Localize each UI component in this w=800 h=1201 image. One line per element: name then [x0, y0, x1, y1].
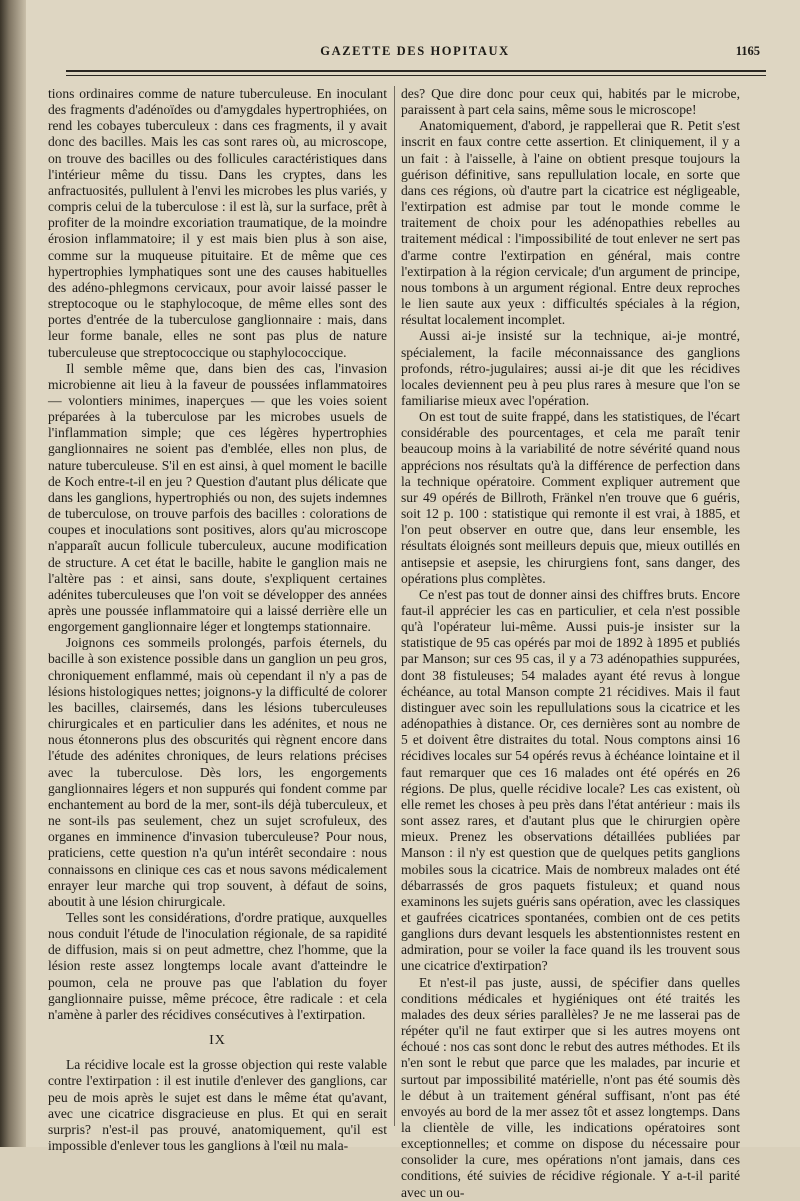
paragraph: La récidive locale est la grosse objection qui reste valable contre l'extirpation : il est inutile d'enlever des ganglions, car peu de mois après le sujet est dans le même état qu'avant, avec une cicatrice disgracieuse en plus. Et qui en serait surpris? n'est-il pas prouvé, anatomiquement, qu'il est impossible d'enlever tous les ganglions à l'œil nu mala- [48, 1057, 387, 1153]
paragraph: tions ordinaires comme de nature tuberculeuse. En inoculant des fragments d'adénoïdes ou d'amygdales hypertrophiées, on rend les cobayes tuberculeux : dans ces fragments, il y avait donc des bacilles. Mais les cas sont rares où, au microscope, on trouve des bacilles ou des follicules caractéristiques dans l'intérieur même du tissu. Dans les cryptes, dans les anfractuosités, pullulent à l'envi les microbes les plus variés, y compris celui de la tuberculose : il est là, sur la surface, prêt à profiter de la moindre excoriation traumatique, de la moindre érosion inflammatoire; il y est mais bien plus à son aise, comme sur la muqueuse pituitaire. Et de même que ces hypertrophies lymphatiques sont une des causes habituelles des adéno-phlegmons cervicaux, pour avoir laissé passer le streptocoque ou le staphylocoque, de même elles sont des portes d'entrée de la tuberculose ganglionnaire : mais, dans leur forme banale, elles ne sont pas plus de nature tuberculeuse que streptococcique ou staphylococcique. [48, 86, 387, 360]
paragraph: des? Que dire donc pour ceux qui, habités par le microbe, paraissent à part cela sains, même sous le microscope! [401, 86, 740, 118]
section-number: IX [209, 1033, 226, 1049]
left-column [48, 86, 387, 1153]
header-rule-top [66, 70, 766, 72]
paragraph: Anatomiquement, d'abord, je rappellerai que R. Petit s'est inscrit en faux contre cette assertion. Et cliniquement, il y a un fait : à l'aisselle, à l'aine on obtient presque toujours la guérison définitive, sans repullulation locale, en sorte que dans ces régions, où d'autre part la cicatrice est négligeable, l'extirpation est admise par tout le monde comme le traitement de choix pour les adénopathies rebelles au traitement médical : l'impossibilité de tout enlever ne sert pas d'arme contre l'extirpation en général, mais contre l'extirpation à la région cervicale; d'un argument de principe, nous tombons à un argument régional. Entre deux reproches le lien saute aux yeux : difficultés spéciales à la région, résultat localement incomplet. [401, 118, 740, 328]
paragraph: Il semble même que, dans bien des cas, l'invasion microbienne ait lieu à la faveur de poussées inflammatoires — volontiers minimes, inaperçues — que les voies soient préparées à la tuberculose par les microbes usuels de l'inflammation simple; que ces légères hypertrophies ganglionnaires ne soient pas d'emblée, elles non plus, de nature tuberculeuse. S'il en est ainsi, à quel moment le bacille de Koch entre-t-il en jeu ? Question d'autant plus délicate que dans les ganglions, hypertrophiés ou non, des sujets indemnes de tuberculose, on trouve parfois des bacilles : colorations de coupes et inoculations sont positives, alors qu'au microscope n'apparaît aucun follicule tuberculeux, aucune modification de structure. A cet état le bacille, habite le ganglion mais ne l'altère pas : et ainsi, sans doute, s'expliquent certaines adénites tuberculeuses que l'on voit se développer des années après une poussée inflammatoire qui a laissé derrière elle un engorgement ganglionnaire léger et longtemps stationnaire. [48, 360, 387, 635]
running-title: GAZETTE DES HOPITAUX [320, 44, 510, 58]
paragraph: Ce n'est pas tout de donner ainsi des chiffres bruts. Encore faut-il apprécier les cas en particulier, et cela n'est possible qu'à l'opérateur lui-même. Aussi puis-je insister sur la statistique de 95 cas opérés par moi de 1892 à 1895 et publiés par Manson; sur ces 95 cas, il y a 73 adénopathies suppurées, dont 38 fistuleuses; 54 malades ayant été revus à longue échéance, au total Manson compte 21 récidives. Mais il faut distinguer avec soin les repullulations sous la cicatrice et les adénopathies à distance. Or, ces dernières sont au nombre de 5 et doivent être distraites du total. Nous comptons ainsi 16 récidives locales sur 54 opérés revus à échéance lointaine et il faut remarquer que ces 16 malades ont été opérés en 26 régions. De plus, quelle récidive locale? Les cas existent, où elle remet les choses à peu près dans l'état antérieur : mais ils sont assez rares, et d'autant plus que le chirurgien opère mieux. Prenez les observations détaillées publiées par Manson : il n'y est question que de quelques petits ganglions mobiles sous la cicatrice. Mais de nombreux malades ont été débarrassés de gros paquets fistuleux; et quand nous examinons les sujets guéris sans opération, avec les classiques et gaufrées cicatrices spontanées, combien ont de ces petits ganglions durs devant lesquels les abstentionnistes restent en admiration, pour se voiler la face quand ils les trouvent sous une cicatrice d'extirpation? [401, 586, 740, 974]
page-header [70, 44, 760, 64]
paragraph: Telles sont les considérations, d'ordre pratique, auxquelles nous conduit l'étude de l'inoculation régionale, de sa rapidité de diffusion, mais si on peut admettre, chez l'homme, que la lésion reste assez longtemps locale avant d'atteindre le poumon, cela ne prouve pas que l'ablation du foyer ganglionnaire puisse, même précoce, être radicale : et cela n'amène à parler des récidives consécutives à l'extirpation. [48, 909, 387, 1022]
paragraph: Joignons ces sommeils prolongés, parfois éternels, du bacille à son existence possible dans un ganglion un peu gros, chroniquement enflammé, mais où cependant il n'y a pas de lésions histologiques nettes; joignons-y la difficulté de colorer les bacilles, clairsemés, dans les lésions tuberculeuses chirurgicales et en particulier dans les adénites, et nous ne nous étonnerons plus des obscurités qui règnent encore dans l'étude des adénites chroniques, de leurs relations précises avec la tuberculose. Dès lors, les engorgements ganglionnaires légers et non suppurés qui fondent comme par enchantement au bord de la mer, sont-ils déjà tuberculeux, et ne sont-ils pas seulement, chez un sujet scrofuleux, des organes en imminence d'invasion tuberculeuse? Pour nous, praticiens, cette question n'a qu'un intérêt secondaire : nous connaissons en clinique ces cas et nous savons médicalement enrayer leur marche qui trop souvent, à défaut de soins, aboutit à une lésion chirurgicale. [48, 635, 387, 909]
header-rule-bottom [66, 75, 766, 76]
paragraph: On est tout de suite frappé, dans les statistiques, de l'écart considérable des pourcentages, et cela me paraît tenir beaucoup moins à la variabilité de notre sévérité quand nous apprécions nos résultats qu'à la différence de perfection dans la technique opératoire. Comment expliquer autrement que sur 49 opérés de Billroth, Fränkel n'en trouve que 6 guéris, soit 12 p. 100 : statistique qui remonte il est vrai, à 1885, et l'on peut observer en outre que, dans leur ensemble, les résultats éloignés sont meilleurs depuis que, mieux outillés en antisepsie et asepsie, les chirurgiens font, sans danger, des opérations plus complètes. [401, 409, 740, 586]
page-number: 1165 [735, 44, 760, 58]
right-column [401, 86, 740, 1200]
column-divider [394, 86, 395, 1126]
paragraph: Aussi ai-je insisté sur la technique, ai-je montré, spécialement, la facile méconnaissance des ganglions profonds, rétro-jugulaires; aussi ai-je dit que les récidives locales deviennent peu à peu plus rares à mesure que l'on se familiarise mieux avec l'opération. [401, 328, 740, 408]
binding-shadow [0, 0, 26, 1147]
paragraph: Et n'est-il pas juste, aussi, de spécifier dans quelles conditions médicales et hygiéniques ont été traités les malades des deux séries parallèles? Je ne me lasserai pas de répéter qu'il ne faut extirper que si les autres moyens ont échoué : nos cas sont donc le rebut des autres méthodes. Et ils n'en sont le rebut que parce que les malades, par incurie et surtout par impossibilité matérielle, n'ont pas été soumis dès le début à un traitement général suffisant, n'ont pas été envoyés au bord de la mer assez tôt et assez longtemps. Dans la clientèle de ville, les indications opératoires sont exceptionnelles; et comme on dispose du nécessaire pour consolider la cure, mes opérations n'ont jamais, dans ces conditions, été suivies de récidive régionale. Y a-t-il parité avec un ou- [401, 974, 740, 1200]
